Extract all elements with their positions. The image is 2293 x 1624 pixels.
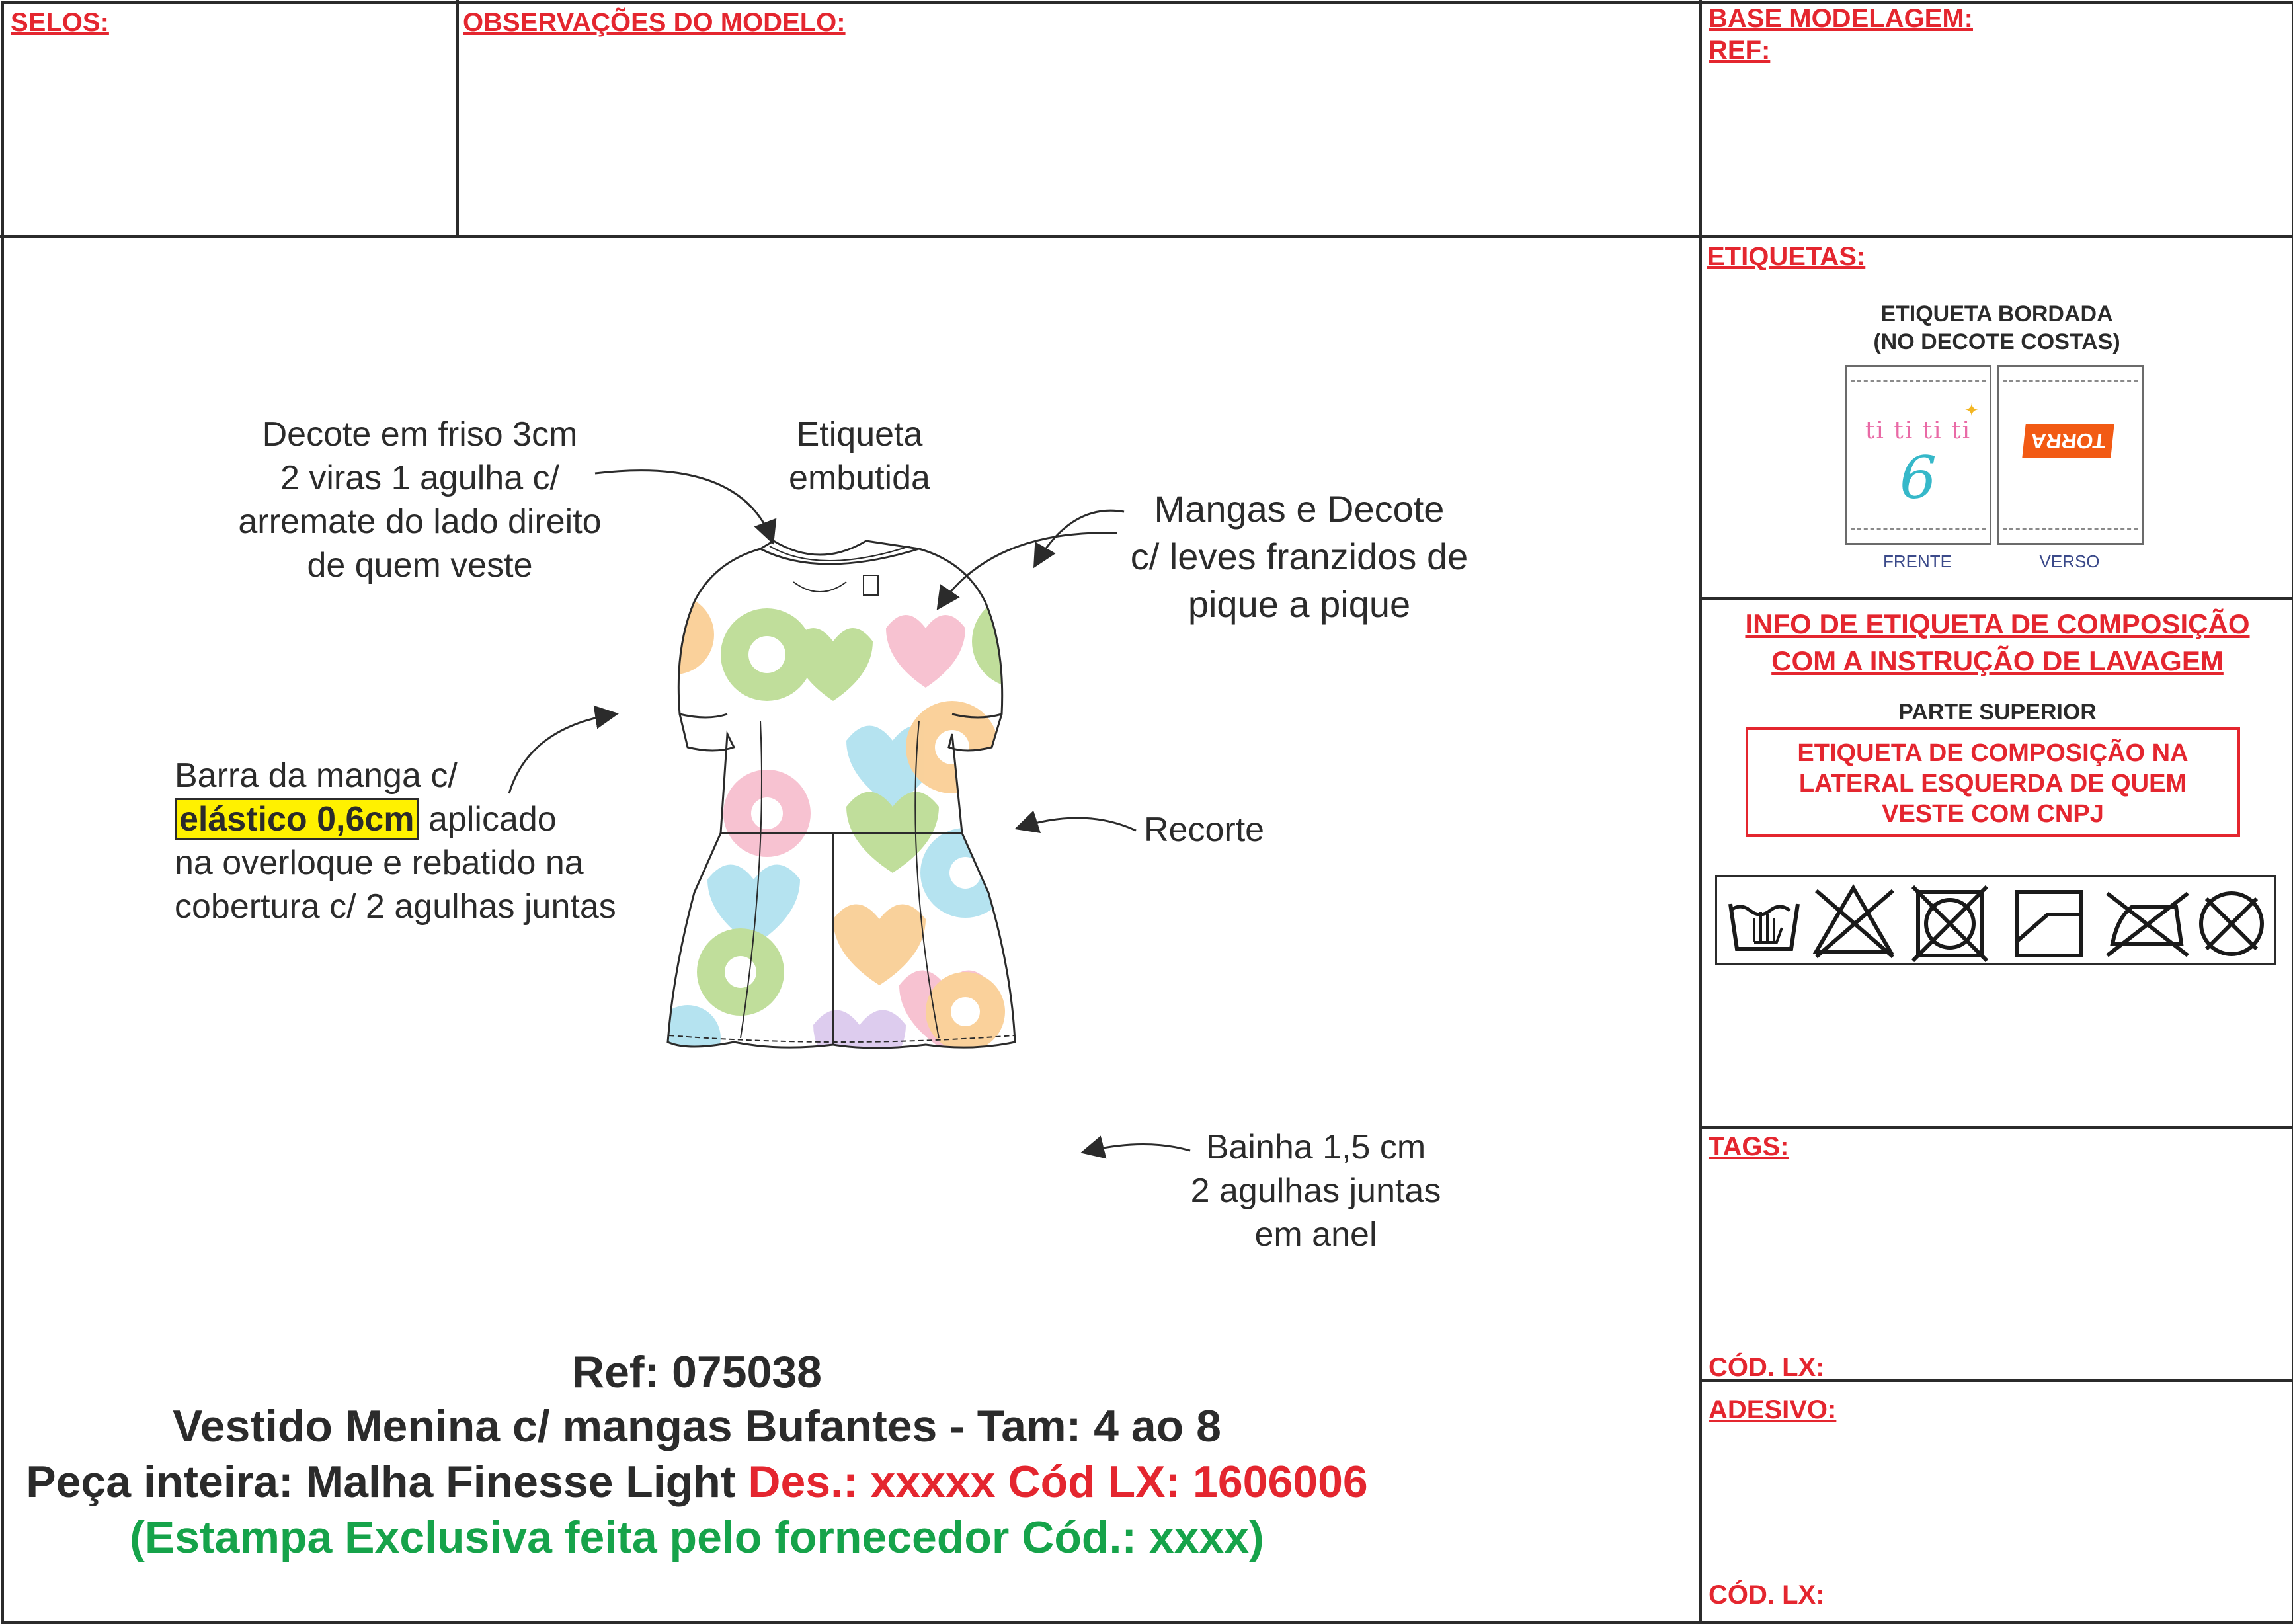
- fabric-code: Des.: xxxxx Cód LX: 1606006: [748, 1457, 1368, 1507]
- info-title-line2: COM A INSTRUÇÃO DE LAVAGEM: [1771, 645, 2224, 676]
- no-iron-icon: [2107, 893, 2188, 955]
- note-barra-line4: cobertura c/ 2 agulhas juntas: [175, 887, 616, 926]
- bordada-title-line1: ETIQUETA BORDADA: [1880, 302, 2113, 327]
- note-bainha-line3: em anel: [1254, 1215, 1377, 1254]
- composicao-line2: LATERAL ESQUERDA DE QUEM: [1798, 770, 2187, 797]
- cod-lx-label-2: CÓD. LX:: [1709, 1580, 1825, 1609]
- note-barra-line2: [175, 797, 704, 841]
- product-description: Vestido Menina c/ mangas Bufantes - Tam: 4 ao 8: [173, 1401, 1221, 1451]
- care-symbols-box: [1715, 875, 2276, 965]
- sparkle-icon: ✦: [1964, 400, 1979, 420]
- note-decote-line1: Decote em friso 3cm: [262, 415, 578, 454]
- label-front-bottom-stitch: [1851, 528, 1986, 530]
- note-etiqueta: [760, 413, 959, 500]
- no-bleach-icon: [1816, 888, 1893, 957]
- etiquetas-label: ETIQUETAS:: [1707, 242, 1866, 271]
- observacoes-label: OBSERVAÇÕES DO MODELO:: [463, 8, 846, 37]
- arrow-mangas-neck: [939, 533, 1117, 607]
- label-back-top-stitch: [2003, 380, 2138, 382]
- bordada-title-line2: (NO DECOTE COSTAS): [1873, 329, 2120, 354]
- arrow-recorte: [1018, 818, 1136, 831]
- note-bainha: [1170, 1125, 1461, 1256]
- label-back-card: [1997, 365, 2144, 545]
- base-modelagem-label: BASE MODELAGEM:: [1709, 4, 1973, 33]
- note-bainha-line2: 2 agulhas juntas: [1190, 1172, 1441, 1210]
- composicao-box: [1746, 727, 2240, 837]
- tags-label: TAGS:: [1709, 1132, 1789, 1161]
- care-symbols-svg: [1717, 877, 2274, 963]
- composicao-line1: ETIQUETA DE COMPOSIÇÃO NA: [1797, 739, 2189, 767]
- note-barra-line1: Barra da manga c/: [175, 756, 458, 795]
- composicao-line3: VESTE COM CNPJ: [1882, 800, 2104, 828]
- note-barra-line2b: aplicado: [428, 800, 557, 838]
- brand-text-front: ti ti ti ti: [1865, 417, 1972, 444]
- print-note: (Estampa Exclusiva feita pelo fornecedor Cód.: xxxx): [130, 1512, 1264, 1563]
- fabric-line: [0, 1456, 1547, 1508]
- line-dry-icon: [2017, 892, 2081, 955]
- ref-code: Ref: 075038: [571, 1347, 823, 1397]
- note-mangas-line2: c/ leves franzidos de: [1130, 536, 1468, 577]
- right-divider-1: [1701, 235, 2293, 238]
- note-mangas-line1: Mangas e Decote: [1154, 488, 1445, 530]
- fabric-text: Peça inteira: Malha Finesse Light: [26, 1457, 736, 1507]
- parte-superior: PARTE SUPERIOR: [1898, 700, 2097, 725]
- note-etiqueta-line2: embutida: [789, 459, 930, 497]
- note-decote-line3: arremate do lado direito: [238, 503, 602, 541]
- info-title-line1: INFO DE ETIQUETA DE COMPOSIÇÃO: [1745, 608, 2250, 639]
- ref-label: REF:: [1709, 36, 1771, 65]
- label-back-bottom-stitch: [2003, 528, 2138, 530]
- frente-label: FRENTE: [1883, 551, 1952, 571]
- right-divider-2: [1701, 597, 2293, 600]
- note-mangas-line3: pique a pique: [1187, 583, 1411, 625]
- cod-lx-label-1: CÓD. LX:: [1709, 1353, 1825, 1382]
- bordada-title: [1818, 300, 2175, 356]
- note-mangas: [1098, 485, 1501, 628]
- right-divider-3: [1701, 1126, 2293, 1129]
- selos-label: SELOS:: [11, 8, 109, 37]
- note-etiqueta-line1: Etiqueta: [796, 415, 923, 454]
- note-decote-line4: de quem veste: [307, 546, 533, 585]
- torra-logo: [2022, 424, 2114, 458]
- brand-number-front: 6: [1900, 444, 1937, 512]
- note-decote: [198, 413, 641, 587]
- note-barra: [175, 754, 704, 928]
- no-tumble-dry-icon: [1913, 887, 1987, 961]
- info-title: [1702, 606, 2293, 680]
- note-barra-line3: na overloque e rebatido na: [175, 844, 584, 882]
- torra-logo-text: TORRA: [2029, 429, 2107, 454]
- note-decote-line2: 2 viras 1 agulha c/: [280, 459, 560, 497]
- elastico-highlight: elástico 0,6cm: [175, 798, 419, 840]
- no-dry-clean-icon: [2201, 893, 2262, 954]
- note-recorte: Recorte: [1144, 811, 1265, 849]
- hand-wash-icon: [1730, 904, 1798, 949]
- label-front-top-stitch: [1851, 380, 1986, 382]
- label-front-card: [1845, 365, 1991, 545]
- note-bainha-line1: Bainha 1,5 cm: [1205, 1128, 1426, 1166]
- verso-label: VERSO: [2039, 551, 2100, 571]
- adesivo-label: ADESIVO:: [1709, 1395, 1837, 1424]
